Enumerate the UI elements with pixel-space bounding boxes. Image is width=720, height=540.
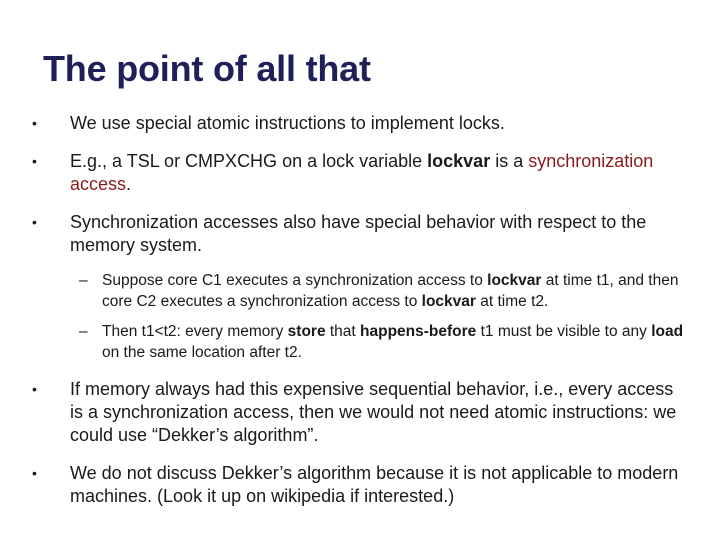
sub-bullet-bold-term: happens-before — [360, 323, 477, 340]
bullet-list — [28, 112, 688, 523]
bullet-item-dekker — [28, 462, 688, 508]
bullet-bold-term: lockvar — [427, 151, 491, 171]
bullet-item-tsl-cmpxchg — [28, 150, 688, 196]
bullet-marker: • — [32, 214, 37, 230]
sub-bullet-text: Then t1<t2: every memory — [102, 323, 288, 340]
bullet-text: Synchronization accesses also have special behavior with respect to the memory system. — [70, 212, 647, 255]
bullet-text: is a — [490, 151, 529, 171]
slide-title: The point of all that — [43, 48, 371, 89]
bullet-marker: • — [32, 465, 37, 481]
sub-bullet-list — [70, 271, 688, 363]
bullet-text: We use special atomic instructions to implement locks. — [70, 113, 505, 133]
sub-bullet-bold-term: store — [287, 323, 326, 340]
sub-bullet-bold-term: load — [651, 323, 684, 340]
bullet-item-sequential-behavior — [28, 378, 688, 447]
bullet-item-atomic-instructions — [28, 112, 688, 135]
bullet-text: We do not discuss Dekker’s algorithm because it is not applicable to modern machines. (Look it up on wikipedia if interested.) — [70, 463, 679, 506]
bullet-item-sync-accesses — [28, 211, 688, 363]
sub-bullet-text: that — [325, 323, 361, 340]
bullet-text: E.g., a TSL or CMPXCHG on a lock variable — [70, 151, 428, 171]
bullet-marker: • — [32, 381, 37, 397]
sub-bullet-bold-term: lockvar — [421, 292, 476, 310]
sub-bullet-text: at time t2. — [475, 292, 549, 310]
bullet-text: . — [126, 174, 132, 194]
bullet-marker: • — [32, 153, 37, 169]
sub-bullet-text: Suppose core C1 executes a synchronization access to — [102, 272, 488, 289]
highlighted-term: synchronization access — [70, 151, 654, 194]
bullet-text: If memory always had this expensive sequential behavior, i.e., every access is a synchronization access, then we would not need atomic instructions: we could use “Dekker’s algorithm”. — [70, 379, 677, 445]
sub-bullet-text: on the same location after t2. — [102, 343, 302, 361]
dash-marker: – — [79, 323, 88, 340]
sub-bullet-bold-term: lockvar — [487, 272, 542, 289]
bullet-marker: • — [32, 115, 37, 131]
sub-bullet-item-happens-before — [70, 322, 688, 363]
sub-bullet-text: t1 must be visible to any — [476, 323, 652, 340]
sub-bullet-text: at time t1, and then core C2 executes a synchronization access to — [102, 272, 679, 310]
sub-bullet-item-core-times — [70, 271, 688, 312]
dash-marker: – — [79, 272, 88, 289]
